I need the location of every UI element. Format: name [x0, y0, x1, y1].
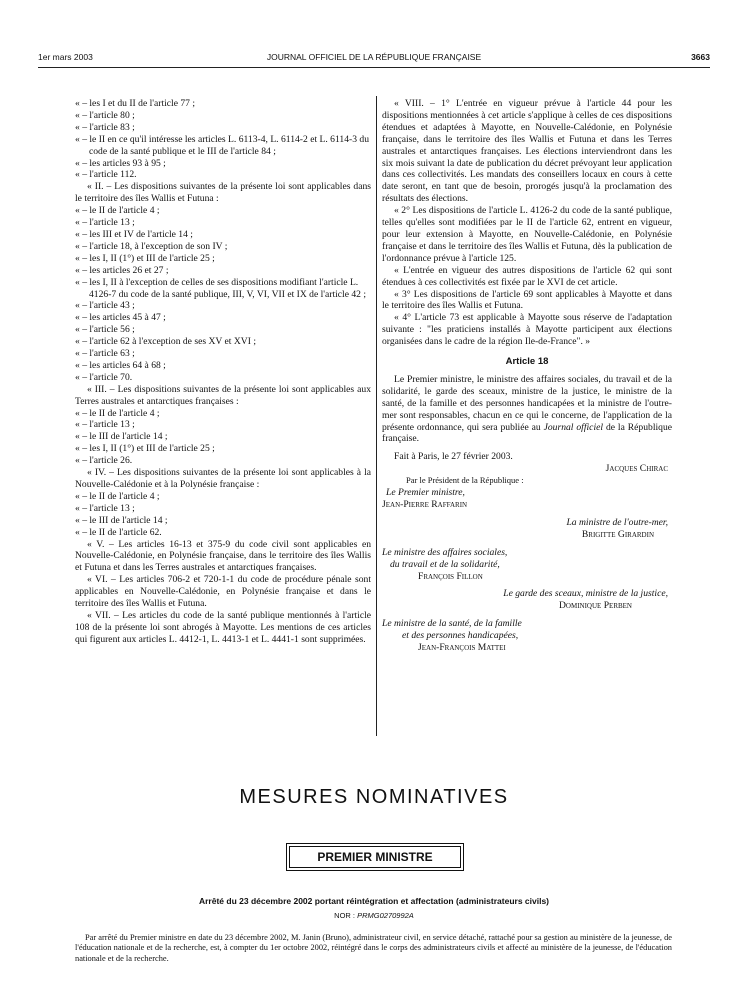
- list-item: « – les articles 93 à 95 ;: [75, 157, 166, 169]
- list-item: « – l'article 43 ;: [75, 300, 135, 312]
- om-title: La ministre de l'outre-mer,: [566, 516, 668, 528]
- par-le-president: Par le Président de la République :: [406, 475, 524, 486]
- list-item: « – l'article 56 ;: [75, 324, 135, 336]
- list-item: « – l'article 63 ;: [75, 348, 135, 360]
- list-item: « – l'article 80 ;: [75, 109, 135, 121]
- left-column: [75, 98, 371, 646]
- list-item: « – le III de l'article 14 ;: [75, 431, 168, 443]
- sante-name: Jean-François Mattei: [418, 642, 506, 654]
- section-paragraph: « V. – Les articles 16-13 et 375-9 du code civil sont applicables en Nouvelle-Calédonie, en Polynésie française, dans le territoire des îles Wallis et Futuna et dans les Terres australes et antarctiques françaises.: [75, 538, 371, 574]
- list-item: « – les I, II à l'exception de celles de ses dispositions modifiant l'article L. 4126-7 du code de la santé publique, III, V, VI, VII et IX de l'article 42 ;: [75, 276, 367, 300]
- list-item: « – le II de l'article 4 ;: [75, 205, 160, 217]
- arrete-title: Arrêté du 23 décembre 2002 portant réintégration et affectation (administrateurs civils): [198, 896, 550, 906]
- list-item: « – les III et IV de l'article 14 ;: [75, 228, 193, 240]
- section-paragraph: « III. – Les dispositions suivantes de la présente loi sont applicables aux Terres australes et antarctiques françaises :: [75, 383, 371, 407]
- nor-line: [0, 911, 748, 920]
- arrete-body: Par arrêté du Premier ministre en date du 23 décembre 2002, M. Janin (Bruno), administrateur civil, en service détaché, rattaché pour sa gestion au ministère de la jeunesse, de l'éducation nationale et de la recherche, est, à compter du 1er octobre 2002, réintégré dans le corps des administrateurs civils et affecté au ministère de la jeunesse, de l'éducation nationale et de la recherche.: [75, 933, 672, 963]
- list-item: « – les articles 45 à 47 ;: [75, 312, 166, 324]
- list-item: « – l'article 112.: [75, 169, 137, 181]
- right-paragraph: « 3° Les dispositions de l'article 69 sont applicables à Mayotte et dans le territoire des îles Wallis et Futuna.: [382, 288, 672, 312]
- list-item: « – les I, II (1°) et III de l'article 25 ;: [75, 443, 215, 455]
- signature-president: Jacques Chirac: [605, 463, 668, 475]
- article-title: Article 18: [505, 356, 549, 368]
- right-paragraph: « L'entrée en vigueur des autres dispositions de l'article 62 qui sont étendues à ces collectivités est fixée par le XVI de cet article.: [382, 264, 672, 288]
- list-item: « – l'article 70.: [75, 371, 133, 383]
- list-item: « – le II en ce qu'il intéresse les articles L. 6113-4, L. 6114-2 et L. 6114-3 du code de la santé publique et le III de l'article 84 ;: [75, 133, 369, 157]
- header-rule: [38, 67, 710, 68]
- as-title-2: du travail et de la solidarité,: [390, 558, 500, 570]
- list-item: « – l'article 62 à l'exception de ses XV et XVI ;: [75, 336, 256, 348]
- nor-code: PRMG0270992A: [357, 911, 414, 920]
- right-paragraph: « 2° Les dispositions de l'article L. 4126-2 du code de la santé publique, telles qu'elles sont modifiées par le II de l'article 62, entrent en vigueur, pour leur extension à Mayotte, en Nouvelle-Calédonie, en Polynésie française et dans le territoire des îles Wallis et Futuna, dès la publication de l'ordonnance prévue à l'article 125.: [382, 205, 672, 264]
- right-paragraph: « VIII. – 1° L'entrée en vigueur prévue à l'article 44 pour les dispositions mentionnées à cet article s'applique à celles de ces dispositions étendues et adaptées à Mayotte, en Nouvelle-Calédonie, en Polynésie française, dans le territoire des îles Wallis et Futuna et dans les Terres australes et antarctiques françaises. Les élections interviendront dans les six mois suivant la date de publication du décret prévoyant leur application dans ces collectivités. Les mandats des conseillers locaux en cours à cette date seront, en tant que de besoin, prorogés jusqu'à la proclamation des résultats des élections.: [382, 98, 672, 205]
- sante-title-1: Le ministre de la santé, de la famille: [382, 618, 522, 630]
- list-item: « – les I, II (1°) et III de l'article 25 ;: [75, 252, 215, 264]
- nor-label: NOR :: [334, 911, 356, 920]
- list-item: « – les I et du II de l'article 77 ;: [75, 98, 196, 109]
- list-item: « – l'article 13 ;: [75, 502, 135, 514]
- as-title-1: Le ministre des affaires sociales,: [382, 546, 508, 558]
- list-item: « – le II de l'article 4 ;: [75, 407, 160, 419]
- column-divider: [376, 96, 377, 736]
- right-paragraph: « 4° L'article 73 est applicable à Mayotte sous réserve de l'adaptation suivante : "les praticiens installés à Mayotte participent aux élections organisées dans le cadre de la région Ile-de-France". »: [382, 312, 672, 348]
- section-paragraph: « VII. – Les articles du code de la santé publique mentionnés à l'article 108 de la présente loi sont abrogés à Mayotte. Les mentions de ces articles qui figurent aux articles L. 4412-1, L. 4413-1 et L. 4441-1 sont supprimées.: [75, 609, 371, 645]
- fait-a-paris: Fait à Paris, le 27 février 2003.: [394, 451, 513, 463]
- header-journal-title: JOURNAL OFFICIEL DE LA RÉPUBLIQUE FRANÇAISE: [266, 52, 482, 62]
- header-date: 1er mars 2003: [38, 52, 93, 62]
- list-item: « – l'article 26.: [75, 455, 133, 467]
- list-item: « – le II de l'article 62.: [75, 526, 162, 538]
- right-column: [382, 98, 672, 654]
- sante-title-2: et des personnes handicapées,: [402, 630, 519, 642]
- ministry-box: [286, 843, 464, 871]
- page-header: [38, 52, 710, 66]
- list-item: « – le III de l'article 14 ;: [75, 514, 168, 526]
- list-item: « – l'article 83 ;: [75, 121, 135, 133]
- justice-title: Le garde des sceaux, ministre de la justice,: [503, 588, 668, 600]
- section-paragraph: « VI. – Les articles 706-2 et 720-1-1 du code de procédure pénale sont applicables en Nouvelle-Calédonie, en Polynésie française et dans le territoire des îles Wallis et Futuna.: [75, 574, 371, 610]
- pm-name: Jean-Pierre Raffarin: [382, 499, 468, 510]
- list-item: « – les articles 64 à 68 ;: [75, 359, 166, 371]
- section-paragraph: « IV. – Les dispositions suivantes de la présente loi sont applicables à la Nouvelle-Calédonie et à la Polynésie française :: [75, 467, 371, 490]
- list-item: « – le II de l'article 4 ;: [75, 490, 160, 502]
- list-item: « – l'article 13 ;: [75, 217, 135, 229]
- article-body: Le Premier ministre, le ministre des affaires sociales, du travail et de la solidarité, le garde des sceaux, ministre de la justice, le ministre de la santé, de la famille et des personnes handicapées et la ministre de l'outre-mer sont responsables, chacun en ce qui le concerne, de l'application de la présente ordonnance, qui sera publiée au Journal officiel de la République française.: [382, 373, 672, 445]
- as-name: François Fillon: [418, 570, 483, 582]
- list-item: « – les articles 26 et 27 ;: [75, 264, 169, 276]
- section-paragraph: « II. – Les dispositions suivantes de la présente loi sont applicables dans le territoire des îles Wallis et Futuna :: [75, 181, 371, 205]
- ministry-box-label: PREMIER MINISTRE: [289, 846, 461, 868]
- pm-title: Le Premier ministre,: [386, 487, 465, 499]
- list-item: « – l'article 13 ;: [75, 419, 135, 431]
- om-name: Brigitte Girardin: [581, 528, 654, 540]
- justice-name: Dominique Perben: [559, 600, 632, 612]
- list-item: « – l'article 18, à l'exception de son IV ;: [75, 240, 228, 252]
- section-title: MESURES NOMINATIVES: [239, 786, 509, 808]
- header-page-number: 3663: [691, 52, 710, 62]
